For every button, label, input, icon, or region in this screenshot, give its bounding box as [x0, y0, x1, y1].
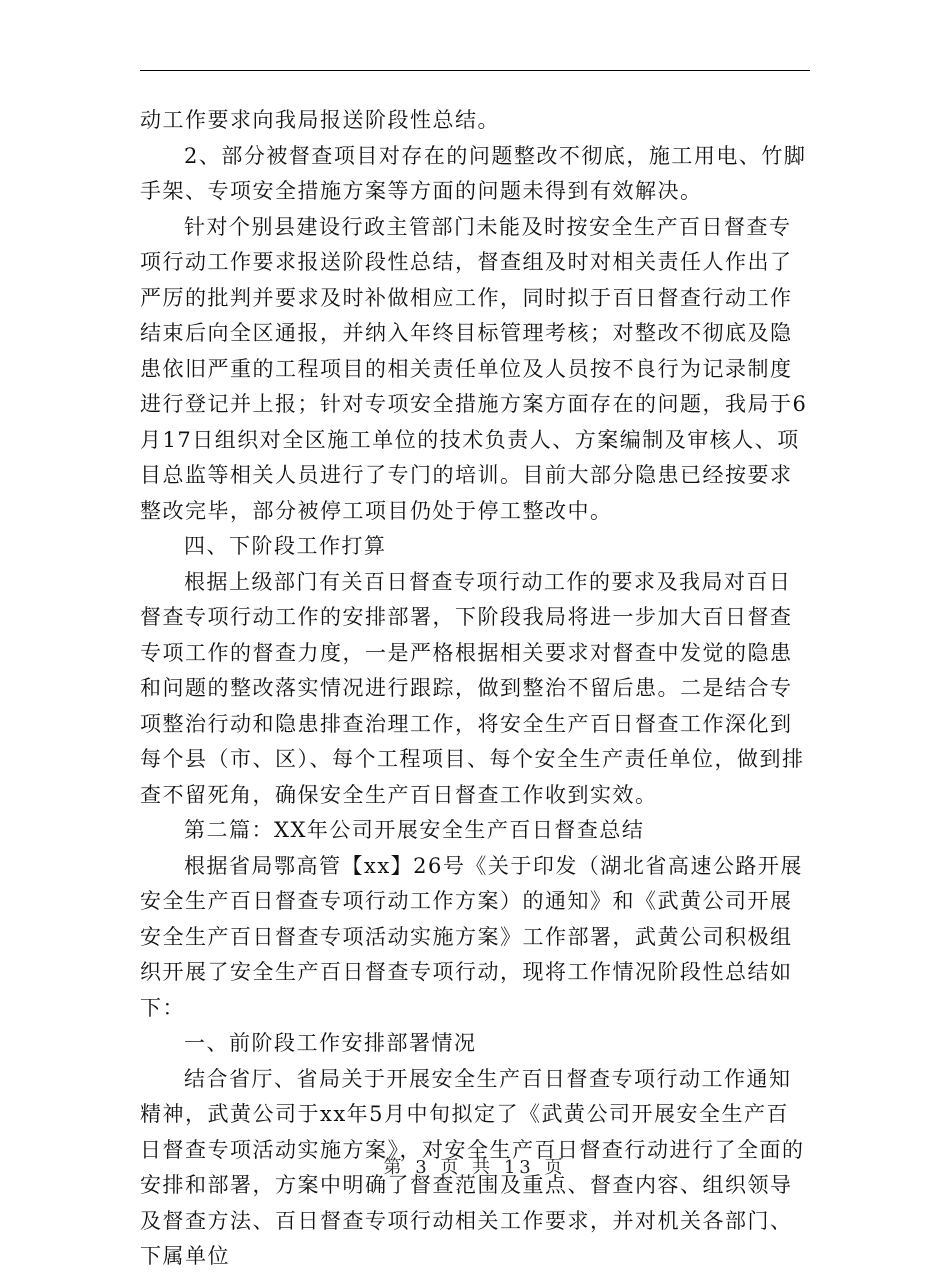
document-body: [140, 103, 810, 1275]
paragraph: 根据上级部门有关百日督查专项行动工作的要求及我局对百日督查专项行动工作的安排部署，下阶段我局将进一步加大百日督查专项工作的督查力度，一是严格根据相关要求对督查中发觉的隐患和问题的整改落实情况进行跟踪，做到整治不留后患。二是结合专项整治行动和隐患排查治理工作，将安全生产百日督查工作深化到每个县（市、区）、每个工程项目、每个安全生产责任单位，做到排查不留死角，确保安全生产百日督查工作收到实效。: [140, 569, 805, 807]
paragraph: 2、部分被督查项目对存在的问题整改不彻底，施工用电、竹脚手架、专项安全措施方案等方面的问题未得到有效解决。: [140, 143, 807, 203]
section-heading: 一、前阶段工作安排部署情况: [184, 1031, 477, 1055]
header-rule: [140, 70, 810, 71]
section-heading: 四、下阶段工作打算: [184, 534, 387, 558]
article-title: 第二篇：XX年公司开展安全生产百日督查总结: [184, 818, 645, 842]
paragraph: 动工作要求向我局报送阶段性总结。: [140, 108, 500, 132]
paragraph: 结合省厅、省局关于开展安全生产百日督查专项行动工作通知精神，武黄公司于xx年5月中旬拟定了《武黄公司开展安全生产百日督查专项活动实施方案》，对安全生产百日督查行动进行了全面的安排和部署，方案中明确了督查范围及重点、督查内容、组织领导及督查方法、百日督查专项行动相关工作要求，并对机关各部门、下属单位: [140, 1066, 805, 1268]
paragraph: 针对个别县建设行政主管部门未能及时按安全生产百日督查专项行动工作要求报送阶段性总结，督查组及时对相关责任人作出了严厉的批判并要求及时补做相应工作，同时拟于百日督查行动工作结束后向全区通报，并纳入年终目标管理考核；对整改不彻底及隐患依旧严重的工程项目的相关责任单位及人员按不良行为记录制度进行登记并上报；针对专项安全措施方案方面存在的问题，我局于6月17日组织对全区施工单位的技术负责人、方案编制及审核人、项目总监等相关人员进行了专门的培训。目前大部分隐患已经按要求整改完毕，部分被停工项目仍处于停工整改中。: [140, 214, 808, 523]
page-footer: 第 3 页 共 13 页: [383, 1157, 567, 1178]
paragraph: 根据省局鄂高管【xx】26号《关于印发（湖北省高速公路开展安全生产百日督查专项行动工作方案）的通知》和《武黄公司开展安全生产百日督查专项活动实施方案》工作部署，武黄公司积极组织开展了安全生产百日督查专项行动，现将工作情况阶段性总结如下：: [140, 853, 803, 1020]
